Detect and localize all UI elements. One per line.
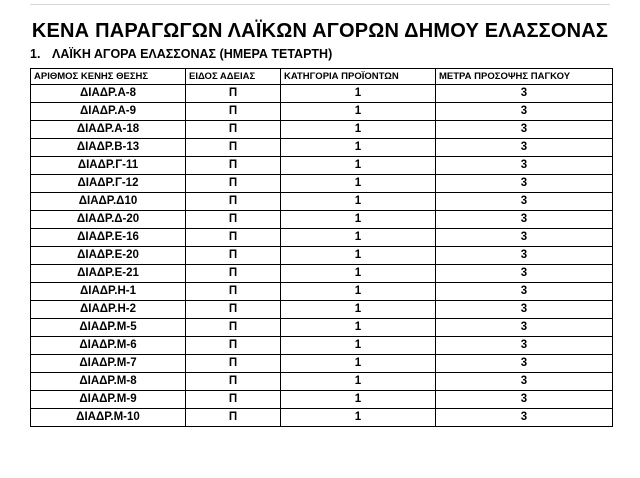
cell-stall-frontage: 3 bbox=[436, 301, 613, 319]
cell-stall-frontage: 3 bbox=[436, 355, 613, 373]
cell-stall-frontage: 3 bbox=[436, 283, 613, 301]
cell-stall-number: ΔΙΑΔΡ.Μ-6 bbox=[31, 337, 186, 355]
table-row bbox=[31, 355, 613, 373]
cell-license-type: Π bbox=[186, 337, 281, 355]
cell-product-category: 1 bbox=[281, 85, 436, 103]
cell-stall-frontage: 3 bbox=[436, 121, 613, 139]
cell-product-category: 1 bbox=[281, 373, 436, 391]
table-row bbox=[31, 391, 613, 409]
cell-license-type: Π bbox=[186, 355, 281, 373]
cell-stall-number: ΔΙΑΔΡ.Μ-8 bbox=[31, 373, 186, 391]
column-header-license-type: ΕΙΔΟΣ ΑΔΕΙΑΣ bbox=[186, 69, 281, 85]
column-header-product-category: ΚΑΤΗΓΟΡΙΑ ΠΡΟΪΟΝΤΩΝ bbox=[281, 69, 436, 85]
cell-product-category: 1 bbox=[281, 193, 436, 211]
cell-license-type: Π bbox=[186, 319, 281, 337]
cell-license-type: Π bbox=[186, 175, 281, 193]
cell-stall-frontage: 3 bbox=[436, 211, 613, 229]
table-row bbox=[31, 103, 613, 121]
cell-stall-frontage: 3 bbox=[436, 391, 613, 409]
cell-stall-frontage: 3 bbox=[436, 265, 613, 283]
table-row bbox=[31, 373, 613, 391]
cell-stall-number: ΔΙΑΔΡ.Ε-21 bbox=[31, 265, 186, 283]
cell-license-type: Π bbox=[186, 85, 281, 103]
cell-stall-frontage: 3 bbox=[436, 229, 613, 247]
cell-product-category: 1 bbox=[281, 409, 436, 427]
table-body bbox=[31, 85, 613, 427]
table-row bbox=[31, 301, 613, 319]
cell-stall-frontage: 3 bbox=[436, 103, 613, 121]
cell-license-type: Π bbox=[186, 121, 281, 139]
cell-product-category: 1 bbox=[281, 211, 436, 229]
cell-product-category: 1 bbox=[281, 229, 436, 247]
table-row bbox=[31, 139, 613, 157]
table-row bbox=[31, 409, 613, 427]
cell-stall-frontage: 3 bbox=[436, 157, 613, 175]
cell-product-category: 1 bbox=[281, 103, 436, 121]
table-row bbox=[31, 265, 613, 283]
cell-license-type: Π bbox=[186, 409, 281, 427]
cell-license-type: Π bbox=[186, 157, 281, 175]
cell-stall-number: ΔΙΑΔΡ.Δ10 bbox=[31, 193, 186, 211]
cell-stall-number: ΔΙΑΔΡ.Α-18 bbox=[31, 121, 186, 139]
cell-stall-number: ΔΙΑΔΡ.Η-1 bbox=[31, 283, 186, 301]
cell-stall-frontage: 3 bbox=[436, 85, 613, 103]
column-header-stall-number: ΑΡΙΘΜΟΣ ΚΕΝΗΣ ΘΕΣΗΣ bbox=[31, 69, 186, 85]
cell-stall-number: ΔΙΑΔΡ.Μ-7 bbox=[31, 355, 186, 373]
cell-stall-frontage: 3 bbox=[436, 409, 613, 427]
cell-stall-frontage: 3 bbox=[436, 337, 613, 355]
table-row bbox=[31, 319, 613, 337]
cell-product-category: 1 bbox=[281, 301, 436, 319]
cell-stall-frontage: 3 bbox=[436, 175, 613, 193]
table-row bbox=[31, 121, 613, 139]
cell-stall-number: ΔΙΑΔΡ.Β-13 bbox=[31, 139, 186, 157]
cell-stall-number: ΔΙΑΔΡ.Α-9 bbox=[31, 103, 186, 121]
cell-license-type: Π bbox=[186, 247, 281, 265]
cell-stall-number: ΔΙΑΔΡ.Ε-20 bbox=[31, 247, 186, 265]
section-heading bbox=[30, 47, 332, 61]
table-row bbox=[31, 157, 613, 175]
cell-stall-number: ΔΙΑΔΡ.Μ-10 bbox=[31, 409, 186, 427]
cell-stall-frontage: 3 bbox=[436, 139, 613, 157]
vacant-stalls-table bbox=[30, 68, 613, 427]
cell-stall-number: ΔΙΑΔΡ.Μ-9 bbox=[31, 391, 186, 409]
cell-stall-frontage: 3 bbox=[436, 319, 613, 337]
table-row bbox=[31, 337, 613, 355]
cell-license-type: Π bbox=[186, 391, 281, 409]
cell-stall-number: ΔΙΑΔΡ.Δ-20 bbox=[31, 211, 186, 229]
cell-license-type: Π bbox=[186, 229, 281, 247]
table-header bbox=[31, 69, 613, 85]
cell-product-category: 1 bbox=[281, 157, 436, 175]
top-rule bbox=[30, 4, 610, 5]
cell-product-category: 1 bbox=[281, 265, 436, 283]
cell-product-category: 1 bbox=[281, 337, 436, 355]
cell-product-category: 1 bbox=[281, 283, 436, 301]
cell-product-category: 1 bbox=[281, 391, 436, 409]
cell-stall-frontage: 3 bbox=[436, 373, 613, 391]
column-header-stall-frontage: ΜΕΤΡΑ ΠΡΟΣΟΨΗΣ ΠΑΓΚΟΥ bbox=[436, 69, 613, 85]
table-row bbox=[31, 211, 613, 229]
section-number: 1. bbox=[30, 47, 41, 61]
table-row bbox=[31, 175, 613, 193]
table-row bbox=[31, 247, 613, 265]
cell-license-type: Π bbox=[186, 139, 281, 157]
cell-product-category: 1 bbox=[281, 175, 436, 193]
cell-license-type: Π bbox=[186, 283, 281, 301]
cell-stall-number: ΔΙΑΔΡ.Γ-11 bbox=[31, 157, 186, 175]
cell-license-type: Π bbox=[186, 301, 281, 319]
table-row bbox=[31, 283, 613, 301]
page-title: ΚΕΝΑ ΠΑΡΑΓΩΓΩΝ ΛΑΪΚΩΝ ΑΓΟΡΩΝ ΔΗΜΟΥ ΕΛΑΣΣΟΝΑΣ bbox=[31, 20, 609, 42]
table-row bbox=[31, 85, 613, 103]
cell-stall-number: ΔΙΑΔΡ.Ε-16 bbox=[31, 229, 186, 247]
cell-stall-number: ΔΙΑΔΡ.Η-2 bbox=[31, 301, 186, 319]
table-row bbox=[31, 193, 613, 211]
table-row bbox=[31, 229, 613, 247]
cell-stall-frontage: 3 bbox=[436, 193, 613, 211]
cell-stall-frontage: 3 bbox=[436, 247, 613, 265]
cell-license-type: Π bbox=[186, 373, 281, 391]
cell-stall-number: ΔΙΑΔΡ.Α-8 bbox=[31, 85, 186, 103]
section-heading-text: ΛΑΪΚΗ ΑΓΟΡΑ ΕΛΑΣΣΟΝΑΣ (ΗΜΕΡΑ ΤΕΤΑΡΤΗ) bbox=[52, 47, 333, 61]
cell-license-type: Π bbox=[186, 103, 281, 121]
cell-stall-number: ΔΙΑΔΡ.Γ-12 bbox=[31, 175, 186, 193]
cell-product-category: 1 bbox=[281, 355, 436, 373]
cell-license-type: Π bbox=[186, 265, 281, 283]
cell-product-category: 1 bbox=[281, 139, 436, 157]
cell-product-category: 1 bbox=[281, 247, 436, 265]
cell-license-type: Π bbox=[186, 211, 281, 229]
cell-license-type: Π bbox=[186, 193, 281, 211]
cell-stall-number: ΔΙΑΔΡ.Μ-5 bbox=[31, 319, 186, 337]
cell-product-category: 1 bbox=[281, 121, 436, 139]
table-header-row bbox=[31, 69, 613, 85]
cell-product-category: 1 bbox=[281, 319, 436, 337]
